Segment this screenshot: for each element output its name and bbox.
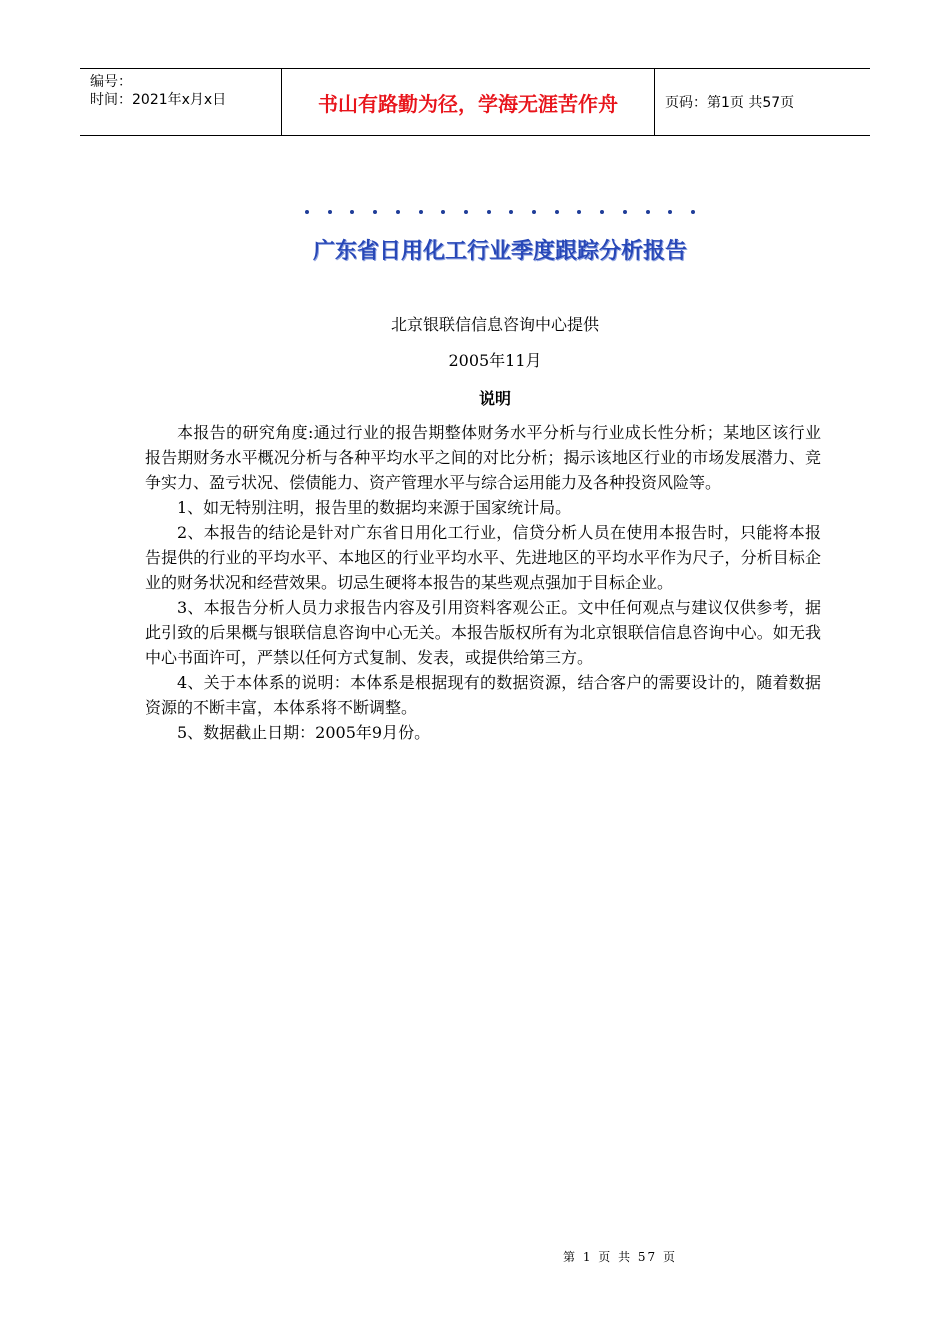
note-paragraph-5: 5、数据截止日期：2005年9月份。	[177, 723, 431, 742]
header-motto: 书山有路勤为径，学海无涯苦作舟	[281, 69, 655, 135]
header-page-code: 页码：第1页 共57页	[665, 95, 795, 111]
note-paragraph-3: 3、本报告分析人员力求报告内容及引用资料客观公正。文中任何观点与建议仅供参考，据此引致的后果概与银联信息咨询中心无关。本报告版权所有为北京银联信信息咨询中心。如无我中心书面许可，严禁以任何方式复制、发表，或提供给第三方。	[145, 598, 821, 667]
decorative-dot	[419, 210, 423, 214]
header-number-label: 编号：	[90, 74, 132, 90]
decorative-dot	[577, 210, 581, 214]
report-date: 2005年11月	[448, 351, 542, 370]
decorative-dot	[487, 210, 491, 214]
note-paragraph-2: 2、本报告的结论是针对广东省日用化工行业，信贷分析人员在使用本报告时，只能将本报告提供的行业的平均水平、本地区的行业平均水平、先进地区的平均水平作为尺子，分析目标企业的财务状况和经营效果。切忌生硬将本报告的某些观点强加于目标企业。	[145, 523, 821, 592]
decorative-dot	[464, 210, 468, 214]
decorative-dot	[328, 210, 332, 214]
report-provider: 北京银联信信息咨询中心提供	[390, 315, 599, 334]
decorative-dot	[305, 210, 309, 214]
decorative-dot	[532, 210, 536, 214]
decorative-dot	[646, 210, 650, 214]
report-title: 广东省日用化工行业季度跟踪分析报告	[312, 239, 687, 264]
decorative-dot	[555, 210, 559, 214]
decorative-dot	[509, 210, 513, 214]
decorative-dot	[600, 210, 604, 214]
note-paragraph-1: 1、如无特别注明，报告里的数据均来源于国家统计局。	[177, 498, 572, 517]
title-dots-decoration	[305, 210, 695, 214]
decorative-dot	[441, 210, 445, 214]
body-text	[145, 420, 821, 745]
header-time-label: 时间：2021年x月x日	[90, 92, 227, 108]
section-heading: 说明	[478, 389, 511, 408]
page-header	[80, 68, 870, 136]
decorative-dot	[691, 210, 695, 214]
page-footer: 第 1 页 共 57 页	[563, 1250, 677, 1264]
decorative-dot	[350, 210, 354, 214]
decorative-dot	[623, 210, 627, 214]
intro-paragraph: 本报告的研究角度:通过行业的报告期整体财务水平分析与行业成长性分析；某地区该行业报告期财务水平概况分析与各种平均水平之间的对比分析；揭示该地区行业的市场发展潜力、竞争实力、盈亏状况、偿债能力、资产管理水平与综合运用能力及各种投资风险等。	[145, 423, 821, 492]
header-meta	[80, 69, 281, 135]
decorative-dot	[668, 210, 672, 214]
decorative-dot	[373, 210, 377, 214]
note-paragraph-4: 4、关于本体系的说明：本体系是根据现有的数据资源，结合客户的需要设计的，随着数据资源的不断丰富，本体系将不断调整。	[145, 673, 821, 717]
decorative-dot	[396, 210, 400, 214]
